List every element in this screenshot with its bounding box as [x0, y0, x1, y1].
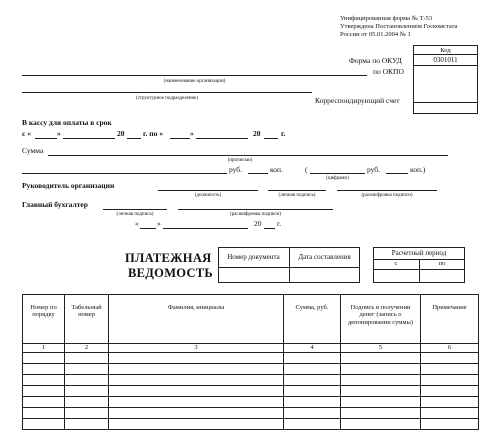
sign-year-suffix: г.	[277, 219, 282, 228]
sum-words-caption: (прописью)	[227, 158, 253, 163]
sum-kop-line[interactable]	[248, 173, 268, 174]
subdivision-caption: (структурное подразделение)	[135, 96, 199, 101]
sum-digits-line[interactable]	[310, 173, 365, 174]
sign-date-close: »	[157, 219, 161, 228]
table-cell[interactable]	[421, 408, 479, 419]
to-day-line[interactable]	[170, 138, 190, 139]
form-number: Унифицированная форма № Т-53	[340, 15, 433, 22]
payroll-table	[22, 294, 479, 430]
table-cell[interactable]	[421, 419, 479, 430]
column-number: 2	[65, 344, 109, 353]
payment-title: В кассу для оплаты в срок	[22, 118, 112, 127]
sum-kop: коп.	[270, 165, 283, 174]
table-row	[23, 386, 479, 397]
column-number: 4	[284, 344, 341, 353]
period-to-field[interactable]	[420, 270, 464, 282]
head-position-line[interactable]	[158, 190, 258, 191]
to-month-line[interactable]	[196, 138, 248, 139]
header-amount: Сумма, руб.	[284, 295, 341, 344]
table-cell[interactable]	[23, 386, 65, 397]
table-cell[interactable]	[341, 364, 421, 375]
table-cell[interactable]	[284, 397, 341, 408]
sign-year-prefix: 20	[254, 219, 262, 228]
document-title-line-2: ВЕДОМОСТЬ	[128, 266, 213, 280]
sum-label: Сумма	[22, 146, 44, 155]
column-number: 3	[109, 344, 284, 353]
sum-digits-open: (	[305, 165, 308, 174]
table-cell[interactable]	[65, 397, 109, 408]
sum-digits-kop: коп.)	[410, 165, 426, 174]
table-cell[interactable]	[284, 408, 341, 419]
table-cell[interactable]	[421, 375, 479, 386]
to-year-suffix: г.	[281, 129, 286, 138]
header-note: Примечание	[421, 295, 479, 344]
table-header-row	[23, 295, 479, 344]
column-numbers-row	[23, 344, 479, 353]
accountant-signature-caption: (личная подпись)	[116, 212, 154, 217]
table-cell[interactable]	[341, 375, 421, 386]
table-cell[interactable]	[421, 364, 479, 375]
table-cell[interactable]	[23, 375, 65, 386]
doc-date-label: Дата составления	[298, 253, 351, 261]
accountant-decode-caption: (расшифровка подписи)	[229, 212, 282, 217]
table-cell[interactable]	[341, 419, 421, 430]
table-cell[interactable]	[23, 397, 65, 408]
head-decode-line[interactable]	[337, 190, 437, 191]
head-label: Руководитель организации	[22, 181, 115, 190]
table-cell[interactable]	[341, 397, 421, 408]
from-year-line[interactable]	[127, 138, 141, 139]
sign-month-line[interactable]	[163, 228, 248, 229]
sum-words-line-1[interactable]	[48, 155, 448, 156]
table-cell[interactable]	[284, 353, 341, 364]
table-cell[interactable]	[341, 408, 421, 419]
table-cell[interactable]	[421, 386, 479, 397]
column-number: 6	[421, 344, 479, 353]
okpo-label: по ОКПО	[373, 67, 404, 76]
table-cell[interactable]	[284, 386, 341, 397]
table-row	[23, 397, 479, 408]
sum-digits-rub: руб.	[367, 165, 380, 174]
table-cell[interactable]	[23, 419, 65, 430]
table-cell[interactable]	[284, 364, 341, 375]
table-body	[23, 353, 479, 430]
table-cell[interactable]	[65, 408, 109, 419]
header-signature: Подпись в получении денег (запись о депонировании суммы)	[341, 295, 421, 344]
to-quote-close: »	[190, 129, 194, 138]
head-position-caption: (должность)	[194, 193, 222, 198]
column-number: 1	[23, 344, 65, 353]
table-cell[interactable]	[23, 353, 65, 364]
corr-account-cell[interactable]	[413, 102, 478, 114]
sign-day-line[interactable]	[140, 228, 156, 229]
accountant-signature-line[interactable]	[103, 209, 167, 210]
from-month-line[interactable]	[63, 138, 115, 139]
table-cell[interactable]	[421, 353, 479, 364]
table-row	[23, 364, 479, 375]
org-name-line[interactable]	[22, 75, 367, 76]
table-cell[interactable]	[109, 375, 284, 386]
period-to-label: по	[438, 260, 446, 267]
form-approval: Утверждена Постановлением Госкомстата	[340, 23, 458, 30]
doc-number-label: Номер документа	[227, 253, 280, 261]
table-cell[interactable]	[109, 364, 284, 375]
accountant-decode-line[interactable]	[178, 209, 333, 210]
header-tab-number: Табельный номер	[65, 295, 109, 344]
to-year-line[interactable]	[264, 138, 278, 139]
table-cell[interactable]	[65, 364, 109, 375]
table-cell[interactable]	[109, 386, 284, 397]
table-cell[interactable]	[65, 386, 109, 397]
header-row-number: Номер по порядку	[23, 295, 65, 344]
okud-value: 0301011	[433, 56, 458, 64]
head-signature-caption: (личная подпись)	[278, 193, 316, 198]
doc-date-field[interactable]	[290, 268, 359, 282]
table-row	[23, 375, 479, 386]
head-signature-line[interactable]	[268, 190, 326, 191]
kod-label: Код	[440, 47, 451, 54]
sign-date-open: «	[135, 219, 139, 228]
table-cell[interactable]	[284, 375, 341, 386]
header-full-name: Фамилия, инициалы	[109, 295, 284, 344]
table-cell[interactable]	[109, 419, 284, 430]
table-cell[interactable]	[109, 408, 284, 419]
org-name-caption: (наименование организации)	[163, 79, 226, 84]
head-decode-caption: (расшифровка подписи)	[361, 193, 413, 198]
document-title-line-1: ПЛАТЕЖНАЯ	[125, 251, 212, 265]
table-cell[interactable]	[109, 397, 284, 408]
corr-account-label: Корреспондирующий счет	[315, 96, 400, 105]
table-row	[23, 408, 479, 419]
okud-label: Форма по ОКУД	[349, 56, 402, 65]
table-cell[interactable]	[421, 397, 479, 408]
column-number: 5	[341, 344, 421, 353]
table-cell[interactable]	[65, 353, 109, 364]
table-cell[interactable]	[65, 419, 109, 430]
to-label: г. по «	[143, 129, 164, 138]
sum-rub: руб.	[229, 165, 242, 174]
period-from-field[interactable]	[374, 270, 419, 282]
to-year-prefix: 20	[253, 129, 261, 138]
from-year-prefix: 20	[117, 129, 125, 138]
sum-digits-caption: (цифрами)	[326, 176, 349, 181]
table-row	[23, 419, 479, 430]
table-row	[23, 353, 479, 364]
subdivision-line[interactable]	[22, 92, 312, 93]
sign-year-line[interactable]	[264, 228, 275, 229]
table-cell[interactable]	[23, 408, 65, 419]
period-from-label: с	[394, 260, 398, 267]
table-cell[interactable]	[23, 364, 65, 375]
doc-number-field[interactable]	[219, 268, 288, 282]
sum-digits-kop-line[interactable]	[386, 173, 408, 174]
table-cell[interactable]	[284, 419, 341, 430]
table-cell[interactable]	[65, 375, 109, 386]
period-label: Расчетный период	[391, 249, 447, 257]
form-approval-date: России от 05.01.2004 № 1	[340, 31, 411, 38]
table-cell[interactable]	[341, 386, 421, 397]
accountant-label: Главный бухгалтер	[22, 200, 88, 209]
okpo-cell[interactable]	[413, 65, 478, 103]
from-day-line[interactable]	[35, 138, 57, 139]
table-cell[interactable]	[109, 353, 284, 364]
payment-from: с «	[22, 129, 31, 138]
sum-words-line-2[interactable]	[22, 173, 227, 174]
from-quote-close: »	[57, 129, 61, 138]
table-cell[interactable]	[341, 353, 421, 364]
